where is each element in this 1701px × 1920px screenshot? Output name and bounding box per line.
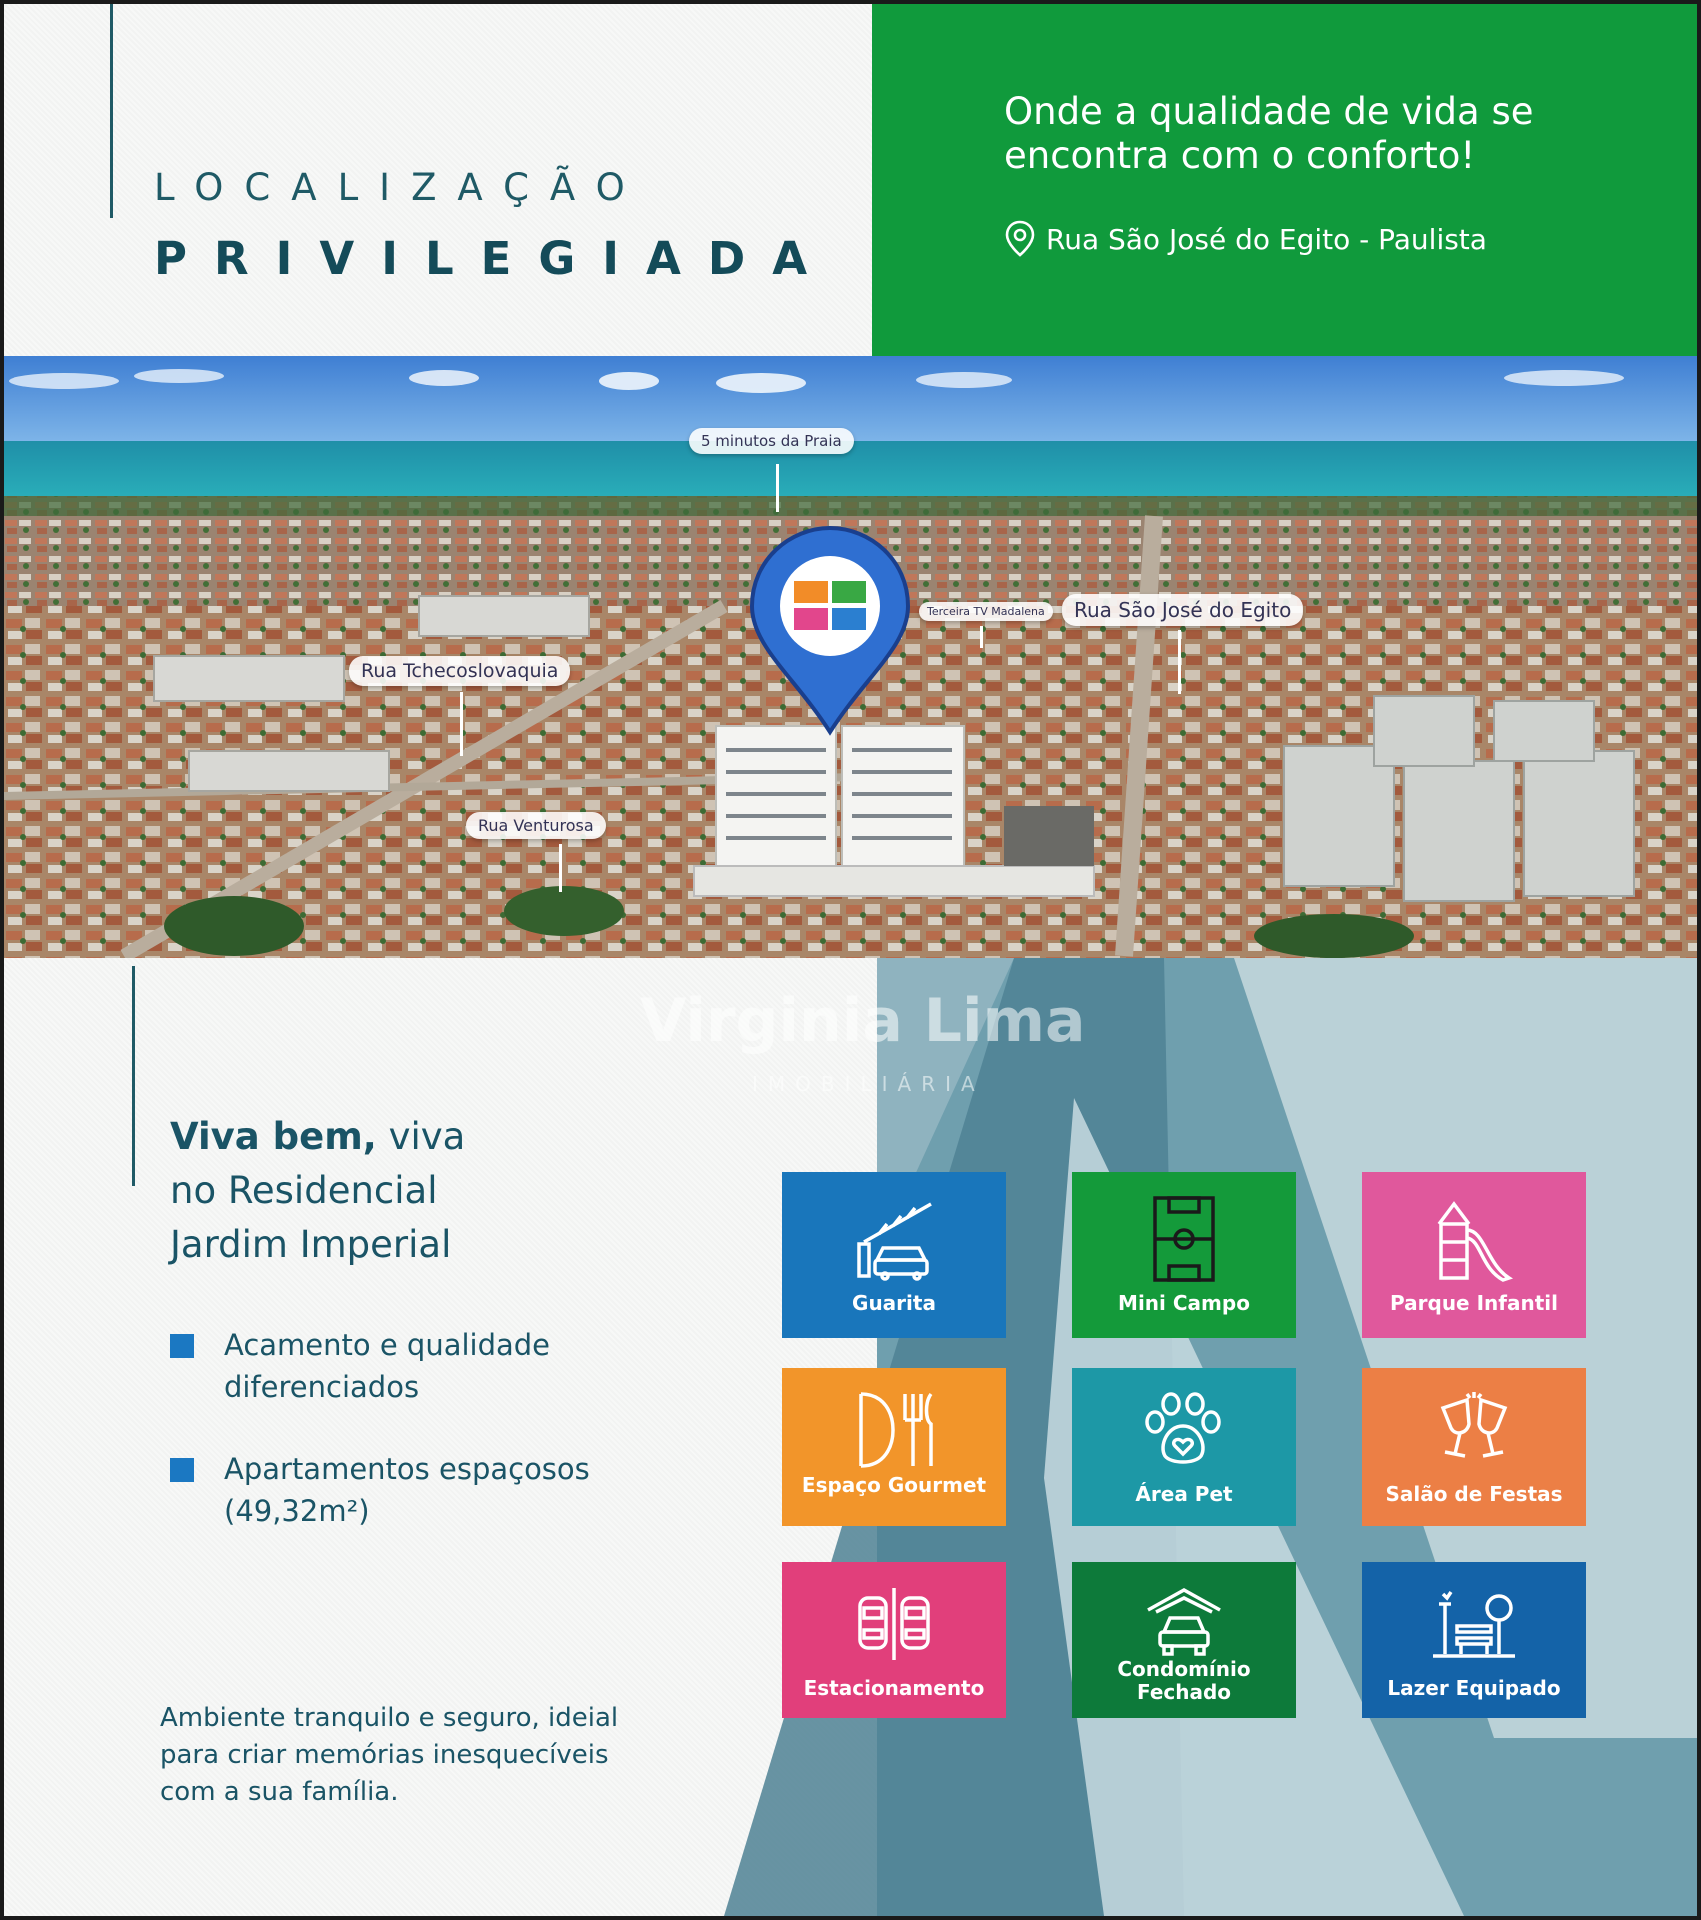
amenity-label: Estacionamento <box>803 1676 985 1700</box>
paw-icon <box>1139 1390 1229 1470</box>
residencial-headline <box>170 1110 465 1272</box>
garage-car-icon <box>1144 1584 1224 1664</box>
closing-text: Ambiente tranquilo e seguro, ideial para criar memórias inesquecíveis com a sua família. <box>160 1703 619 1807</box>
amenity-label: Mini Campo <box>1118 1291 1250 1315</box>
amenity-tile-parque-infantil <box>1362 1172 1586 1338</box>
map-label-beach: 5 minutos da Praia <box>689 428 854 454</box>
amenity-tile-area-pet <box>1072 1368 1296 1526</box>
amenity-label: Espaço Gourmet <box>801 1473 987 1497</box>
location-pin-icon <box>1004 220 1036 258</box>
champagne-toast-icon <box>1429 1390 1519 1470</box>
address-text: Rua São José do Egito - Paulista <box>1046 222 1487 256</box>
bullet-square-icon <box>170 1458 194 1482</box>
features-section <box>4 958 1697 1916</box>
amenity-tile-condominio-fechado <box>1072 1562 1296 1718</box>
bullet-text: Apartamentos espaçosos (49,32m²) <box>224 1452 590 1528</box>
accent-vertical-line <box>110 4 113 218</box>
label-stem <box>1178 630 1181 694</box>
label-stem <box>559 844 562 892</box>
label-stem <box>776 464 779 512</box>
watermark-subtitle: IMOBILIÁRIA <box>752 1072 985 1096</box>
amenity-label: Guarita <box>852 1291 936 1315</box>
label-stem <box>460 692 463 756</box>
amenity-label: Condomínio Fechado <box>1117 1657 1251 1704</box>
amenity-label: Parque Infantil <box>1390 1291 1558 1315</box>
parked-cars-icon <box>854 1584 934 1664</box>
amenity-tile-mini-campo <box>1072 1172 1296 1338</box>
location-header-panel <box>4 4 872 356</box>
amenity-tile-lazer-equipado <box>1362 1562 1586 1718</box>
plate-cutlery-icon <box>849 1390 939 1470</box>
bullet-square-icon <box>170 1334 194 1358</box>
brochure-page <box>4 4 1697 1916</box>
barrier-gate-car-icon <box>849 1194 939 1284</box>
amenity-tile-salao-festas <box>1362 1368 1586 1526</box>
map-label-terceira: Terceira TV Madalena <box>919 602 1053 621</box>
location-title: LOCALIZAÇÃO <box>154 166 646 209</box>
label-stem <box>980 626 983 648</box>
green-banner <box>872 4 1697 356</box>
map-label-tchecoslovaquia: Rua Tchecoslovaquia <box>349 656 570 686</box>
park-bench-tree-icon <box>1429 1584 1519 1664</box>
tagline: Onde a qualidade de vida se encontra com o conforto! <box>1004 90 1534 177</box>
privileged-title: PRIVILEGIADA <box>154 232 835 285</box>
amenity-tile-guarita <box>782 1172 1006 1338</box>
bullet-item <box>170 1448 654 1532</box>
feature-bullets <box>170 1324 654 1572</box>
accent-vertical-line <box>132 966 135 1186</box>
bullet-text: Acamento e qualidade diferenciados <box>224 1328 551 1404</box>
soccer-field-icon <box>1149 1194 1219 1284</box>
playground-slide-icon <box>1429 1194 1519 1284</box>
bullet-item <box>170 1324 654 1408</box>
address-row <box>1004 220 1487 258</box>
amenity-label: Lazer Equipado <box>1387 1676 1561 1700</box>
amenity-tile-estacionamento <box>782 1562 1006 1718</box>
watermark-logo-text: Virginia Lima <box>640 986 1086 1056</box>
headline-line2: no Residencial <box>170 1169 438 1212</box>
amenity-label: Salão de Festas <box>1385 1482 1563 1506</box>
amenity-label: Área Pet <box>1135 1482 1233 1506</box>
map-label-sao-jose: Rua São José do Egito <box>1062 594 1303 626</box>
headline-bold: Viva bem, <box>170 1115 377 1158</box>
amenity-tile-espaco-gourmet <box>782 1368 1006 1526</box>
headline-text: viva <box>376 1115 466 1158</box>
headline-line3: Jardim Imperial <box>170 1223 452 1266</box>
aerial-photo <box>4 356 1697 958</box>
map-label-venturosa: Rua Venturosa <box>466 812 606 839</box>
